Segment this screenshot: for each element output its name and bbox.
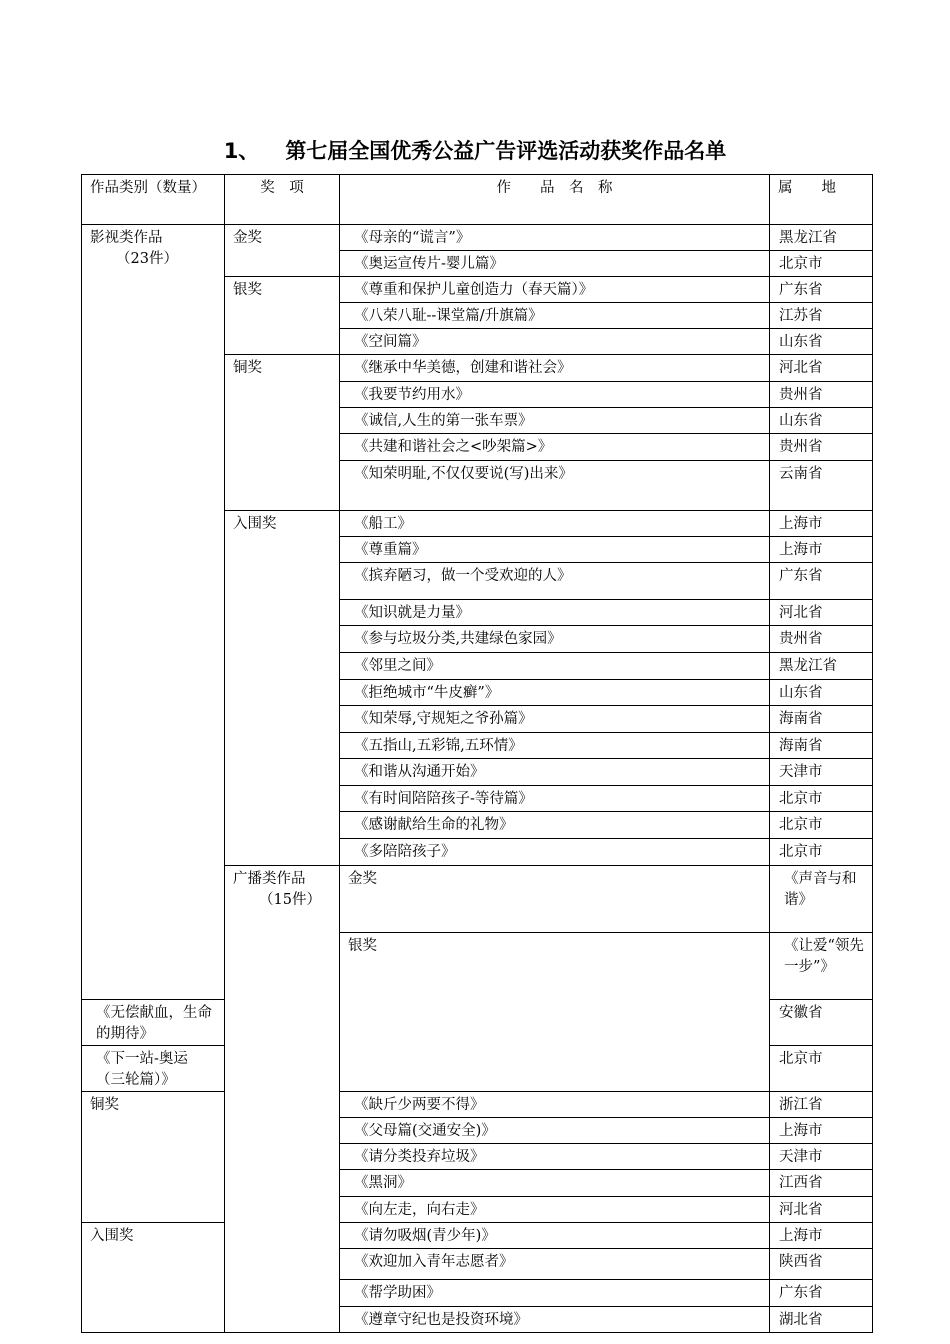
region-cell: 广东省 bbox=[770, 277, 873, 303]
region-cell: 天津市 bbox=[770, 759, 873, 786]
region-cell: 山东省 bbox=[770, 680, 873, 706]
work-title-cell: 《空间篇》 bbox=[340, 329, 770, 355]
work-title-cell: 《让爱“领先一步”》 bbox=[770, 933, 873, 1000]
category-count: （15件） bbox=[259, 892, 321, 908]
table-row bbox=[82, 225, 873, 251]
award-cell: 铜奖 bbox=[82, 1092, 225, 1223]
work-title-cell: 《共建和谐社会之<吵架篇>》 bbox=[340, 434, 770, 461]
award-cell: 入围奖 bbox=[82, 1223, 225, 1333]
table-body bbox=[82, 225, 873, 1333]
region-cell: 山东省 bbox=[770, 408, 873, 434]
region-cell: 贵州省 bbox=[770, 382, 873, 408]
region-cell: 河北省 bbox=[770, 600, 873, 626]
region-cell: 海南省 bbox=[770, 733, 873, 759]
work-title-cell: 《感谢献给生命的礼物》 bbox=[340, 812, 770, 839]
category-count: （23件） bbox=[116, 251, 178, 267]
title-number: 1、 bbox=[223, 139, 260, 163]
region-cell: 陕西省 bbox=[770, 1249, 873, 1280]
region-cell: 北京市 bbox=[770, 251, 873, 277]
header-award: 奖 项 bbox=[225, 175, 340, 225]
region-cell: 北京市 bbox=[770, 812, 873, 839]
work-title-cell: 《邻里之间》 bbox=[340, 653, 770, 680]
award-cell: 铜奖 bbox=[225, 355, 340, 511]
document-title bbox=[0, 136, 950, 166]
region-cell: 浙江省 bbox=[770, 1092, 873, 1118]
work-title-cell: 《和谐从沟通开始》 bbox=[340, 759, 770, 786]
work-title-cell: 《欢迎加入青年志愿者》 bbox=[340, 1249, 770, 1280]
region-cell: 上海市 bbox=[770, 537, 873, 563]
region-cell: 黑龙江省 bbox=[770, 653, 873, 680]
region-cell: 贵州省 bbox=[770, 434, 873, 461]
title-text: 第七届全国优秀公益广告评选活动获奖作品名单 bbox=[285, 139, 727, 163]
work-title-cell: 《遵章守纪也是投资环境》 bbox=[340, 1307, 770, 1333]
region-cell: 云南省 bbox=[770, 461, 873, 511]
table-row bbox=[82, 1223, 873, 1249]
work-title-cell: 《母亲的“谎言”》 bbox=[340, 225, 770, 251]
region-cell: 贵州省 bbox=[770, 626, 873, 653]
work-title-cell: 《八荣八耻--课堂篇/升旗篇》 bbox=[340, 303, 770, 329]
work-title-cell: 《五指山,五彩锦,五环情》 bbox=[340, 733, 770, 759]
region-cell: 广东省 bbox=[770, 1280, 873, 1307]
category-cell bbox=[82, 225, 225, 1000]
work-title-cell: 《奥运宣传片-婴儿篇》 bbox=[340, 251, 770, 277]
work-title-cell: 《声音与和谐》 bbox=[770, 866, 873, 933]
work-title-cell: 《尊重和保护儿童创造力（春天篇）》 bbox=[340, 277, 770, 303]
work-title-cell: 《继承中华美德，创建和谐社会》 bbox=[340, 355, 770, 382]
region-cell: 安徽省 bbox=[770, 1000, 873, 1046]
category-cell bbox=[225, 866, 340, 1333]
header-region: 属 地 bbox=[770, 175, 873, 225]
region-cell: 河北省 bbox=[770, 355, 873, 382]
work-title-cell: 《父母篇(交通安全)》 bbox=[340, 1118, 770, 1144]
work-title-cell: 《有时间陪陪孩子-等待篇》 bbox=[340, 786, 770, 812]
table-header-row bbox=[82, 175, 873, 225]
work-title-cell: 《知荣辱,守规矩之爷孙篇》 bbox=[340, 706, 770, 733]
region-cell: 北京市 bbox=[770, 839, 873, 866]
work-title-cell: 《尊重篇》 bbox=[340, 537, 770, 563]
work-title-cell: 《黑洞》 bbox=[340, 1170, 770, 1197]
award-cell: 金奖 bbox=[225, 225, 340, 277]
work-title-cell: 《参与垃圾分类,共建绿色家园》 bbox=[340, 626, 770, 653]
header-title: 作 品 名 称 bbox=[340, 175, 770, 225]
award-cell: 银奖 bbox=[225, 277, 340, 355]
work-title-cell: 《摈弃陋习，做一个受欢迎的人》 bbox=[340, 563, 770, 600]
work-title-cell: 《我要节约用水》 bbox=[340, 382, 770, 408]
work-title-cell: 《向左走，向右走》 bbox=[340, 1197, 770, 1223]
award-cell: 入围奖 bbox=[225, 511, 340, 866]
work-title-cell: 《下一站-奥运（三轮篇）》 bbox=[82, 1046, 225, 1092]
awards-table bbox=[81, 174, 873, 1333]
region-cell: 江苏省 bbox=[770, 303, 873, 329]
region-cell: 上海市 bbox=[770, 1118, 873, 1144]
award-cell: 银奖 bbox=[340, 933, 770, 1092]
work-title-cell: 《请分类投弃垃圾》 bbox=[340, 1144, 770, 1170]
category-name: 影视类作品 bbox=[90, 230, 163, 246]
work-title-cell: 《请勿吸烟(青少年)》 bbox=[340, 1223, 770, 1249]
region-cell: 天津市 bbox=[770, 1144, 873, 1170]
category-name: 广播类作品 bbox=[233, 871, 306, 887]
region-cell: 河北省 bbox=[770, 1197, 873, 1223]
region-cell: 上海市 bbox=[770, 1223, 873, 1249]
work-title-cell: 《知识就是力量》 bbox=[340, 600, 770, 626]
region-cell: 山东省 bbox=[770, 329, 873, 355]
work-title-cell: 《船工》 bbox=[340, 511, 770, 537]
region-cell: 广东省 bbox=[770, 563, 873, 600]
work-title-cell: 《知荣明耻,不仅仅要说(写)出来》 bbox=[340, 461, 770, 511]
header-category: 作品类别（数量） bbox=[82, 175, 225, 225]
region-cell: 北京市 bbox=[770, 786, 873, 812]
region-cell: 海南省 bbox=[770, 706, 873, 733]
region-cell: 江西省 bbox=[770, 1170, 873, 1197]
work-title-cell: 《多陪陪孩子》 bbox=[340, 839, 770, 866]
work-title-cell: 《帮学助困》 bbox=[340, 1280, 770, 1307]
table-row bbox=[82, 1092, 873, 1118]
region-cell: 黑龙江省 bbox=[770, 225, 873, 251]
award-cell: 金奖 bbox=[340, 866, 770, 933]
region-cell: 湖北省 bbox=[770, 1307, 873, 1333]
region-cell: 北京市 bbox=[770, 1046, 873, 1092]
work-title-cell: 《缺斤少两要不得》 bbox=[340, 1092, 770, 1118]
region-cell: 上海市 bbox=[770, 511, 873, 537]
work-title-cell: 《无偿献血，生命的期待》 bbox=[82, 1000, 225, 1046]
work-title-cell: 《诚信,人生的第一张车票》 bbox=[340, 408, 770, 434]
work-title-cell: 《拒绝城市“牛皮癣”》 bbox=[340, 680, 770, 706]
